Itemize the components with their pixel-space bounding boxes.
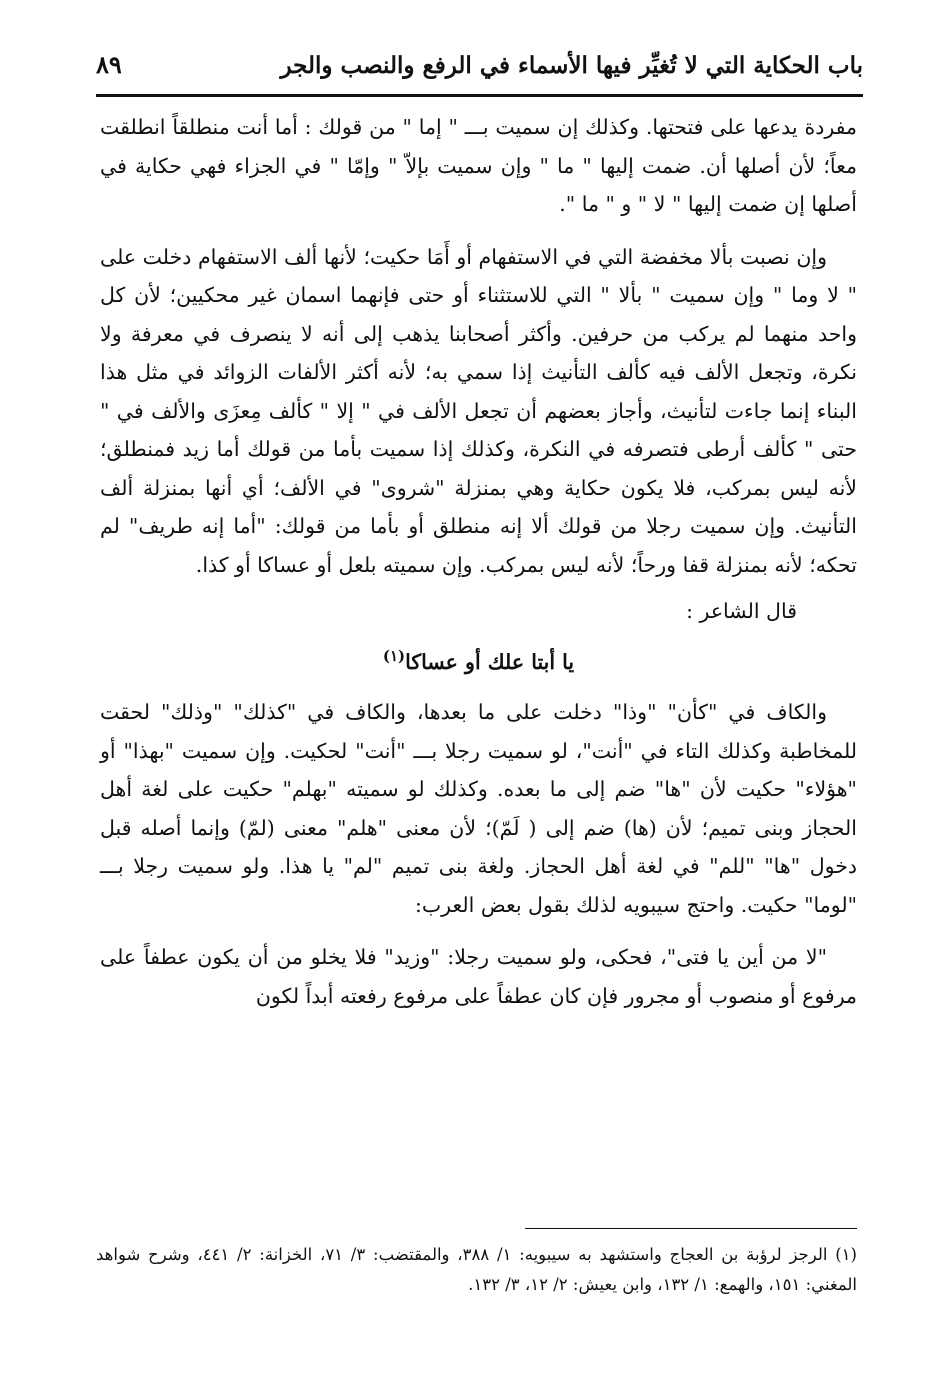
paragraph-2: وإن نصبت بألا مخفضة التي في الاستفهام أو أَمَا حكيت؛ لأنها ألف الاستفهام دخلت على " لا وما " وإن سميت " بألا " التي للاستثناء أو حتى فإنهما اسمان غير محكيين؛ لأن كل واحد منهما لم يركب من حرفين. وأكثر أصحابنا يذهب إلى أنه لا ينصرف في معرفة ولا نكرة، وتجعل الألف فيه كألف التأنيث إذا سمي به؛ لأنه أكثر الألفات الزوائد في مثل هذا البناء إنما جاءت لتأنيث، وأجاز بعضهم أن تجعل الألف في " إلا " كألف مِعزَى والألف في " حتى " كألف أرطى فتصرفه في النكرة، وكذلك إذا سميت بأما من قولك أما زيد فمنطلق؛ لأنه ليس بمركب، فلا يكون حكاية وهي بمنزلة "شروى" في الألف؛ أي أنها بمنزلة ألف التأنيث. وإن سميت رجلا من قولك ألا إنه منطلق أو بأما من قولك: "أما إنه طريف" لم تحكه؛ لأنه بمنزلة قفا ورحاً؛ لأنه ليس بمركب. وإن سميته بلعل أو عساكا أو كذا. xyxy=(100,244,857,577)
footnote-reference: (١) xyxy=(382,646,406,665)
verse-text: يا أبتا علك أو عساكا xyxy=(405,649,575,674)
chapter-title: باب الحكاية التي لا تُغيِّر فيها الأسماء في الرفع والنصب والجر xyxy=(280,52,863,79)
main-text xyxy=(100,108,857,1015)
page-number: ٨٩ xyxy=(96,50,122,79)
running-header xyxy=(96,40,863,94)
paragraph-3: والكاف في "كأن" "وذا" دخلت على ما بعدها، والكاف في "كذلك" "وذلك" لحقت للمخاطبة وكذلك التاء في "أنت"، لو سميت رجلا بـــ "أنت" لحكيت. وإن سميت "بهذا" أو "هؤلاء" حكيت لأن "ها" ضم إلى ما بعده. وكذلك لو سميته "بهلم" حكيت على لغة أهل الحجاز وبنى تميم؛ لأن (ها) ضم إلى ( لَمّ)؛ لأن معنى "هلم" معنى (لمّ) وإنما أصله قبل دخول "ها" "للم" في لغة أهل الحجاز. ولغة بنى تميم "لم" يا هذا. ولو سميت رجلا بـــ "لوما" حكيت. واحتج سيبويه لذلك بقول بعض العرب: xyxy=(100,700,857,917)
footnote-divider xyxy=(525,1228,857,1229)
paragraph-1: مفردة يدعها على فتحتها. وكذلك إن سميت بـــ " إما " من قولك : أما أنت منطلقاً انطلقت معاً؛ لأن أصلها أن. ضمت إليها " ما " وإن سميت بإلاّ " وإمّا " في الجزاء فهي حكاية في أصلها إن ضمت إليها " لا " و " ما ". xyxy=(100,115,857,216)
paragraph-4: "لا من أين يا فتى"، فحكى، ولو سميت رجلا: "وزيد" فلا يخلو من أن يكون عطفاً على مرفوع أو منصوب أو مجرور فإن كان عطفاً على مرفوع رفعته أبداً لكون xyxy=(100,945,857,1008)
verse-line xyxy=(100,643,857,682)
footnote-text: (١) الرجز لرؤبة بن العجاج واستشهد به سيبويه: ١/ ٣٨٨، والمقتضب: ٣/ ٧١، الخزانة: ٢/ ٤٤١، وشرح شواهد المغني: ١٥١، والهمع: ١/ ١٣٢، وابن يعيش: ٢/ ١٢، ٣/ ١٣٢. xyxy=(96,1245,857,1294)
poet-intro: قال الشاعر : xyxy=(686,599,797,623)
header-divider xyxy=(96,94,863,97)
